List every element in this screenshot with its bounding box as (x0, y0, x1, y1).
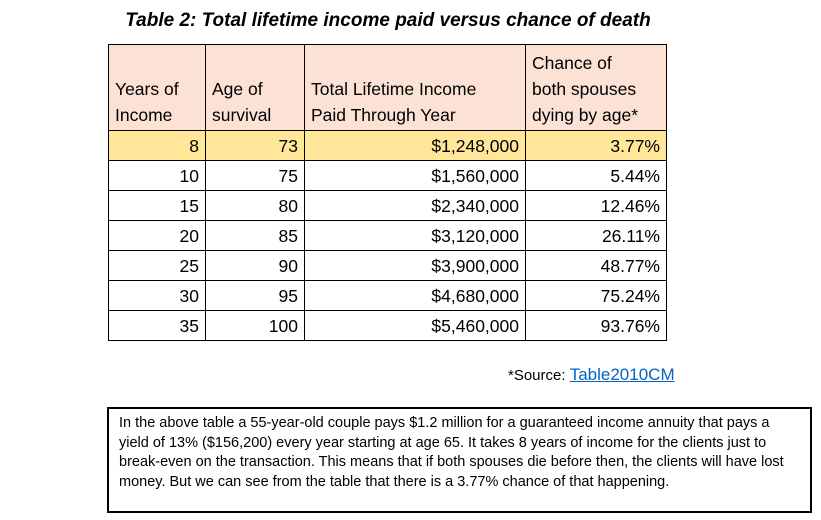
header-line: Chance of (532, 53, 612, 73)
source-prefix: *Source: (508, 367, 570, 384)
cell-total-income: $2,340,000 (305, 191, 526, 221)
table-row-highlighted (109, 131, 667, 161)
cell-chance: 12.46% (526, 191, 667, 221)
header-age-of-survival (206, 45, 305, 131)
header-line: survival (212, 105, 272, 125)
cell-age: 100 (206, 311, 305, 341)
explanation-box: In the above table a 55-year-old couple pays $1.2 million for a guaranteed income annuity that pays a yield of 13% ($156,200) every year starting at age 65. It takes 8 years of income for the clients just to break-even on the transaction. This means that if both spouses die before then, the clients will have lost money. But we can see from the table that there is a 3.77% chance of that happening. (107, 407, 812, 513)
cell-total-income: $3,120,000 (305, 221, 526, 251)
cell-years: 30 (109, 281, 206, 311)
cell-chance: 26.11% (526, 221, 667, 251)
table-row (109, 161, 667, 191)
cell-age: 73 (206, 131, 305, 161)
cell-total-income: $3,900,000 (305, 251, 526, 281)
cell-years: 25 (109, 251, 206, 281)
cell-years: 10 (109, 161, 206, 191)
cell-total-income: $1,560,000 (305, 161, 526, 191)
cell-total-income: $5,460,000 (305, 311, 526, 341)
cell-chance: 3.77% (526, 131, 667, 161)
header-line: Income (115, 105, 173, 125)
cell-age: 85 (206, 221, 305, 251)
source-citation (508, 364, 675, 387)
table-body (109, 131, 667, 341)
header-chance-of-death (526, 45, 667, 131)
header-years-of-income (109, 45, 206, 131)
table-row (109, 221, 667, 251)
header-line: Total Lifetime Income (311, 79, 477, 99)
cell-chance: 93.76% (526, 311, 667, 341)
header-row (109, 45, 667, 131)
header-line: Years of (115, 79, 179, 99)
cell-years: 8 (109, 131, 206, 161)
cell-years: 20 (109, 221, 206, 251)
cell-chance: 5.44% (526, 161, 667, 191)
table-row (109, 311, 667, 341)
source-link[interactable]: Table2010CM (569, 365, 675, 384)
cell-chance: 48.77% (526, 251, 667, 281)
cell-age: 75 (206, 161, 305, 191)
income-table (108, 44, 667, 341)
header-line: Paid Through Year (311, 105, 456, 125)
cell-total-income: $1,248,000 (305, 131, 526, 161)
header-line: Age of (212, 79, 263, 99)
table-title: Table 2: Total lifetime income paid versus chance of death (125, 10, 651, 31)
table-row (109, 191, 667, 221)
cell-years: 15 (109, 191, 206, 221)
header-line: dying by age* (532, 105, 639, 125)
cell-age: 80 (206, 191, 305, 221)
cell-total-income: $4,680,000 (305, 281, 526, 311)
cell-chance: 75.24% (526, 281, 667, 311)
cell-age: 90 (206, 251, 305, 281)
cell-age: 95 (206, 281, 305, 311)
header-total-lifetime-income (305, 45, 526, 131)
table-row (109, 251, 667, 281)
table-row (109, 281, 667, 311)
table-header (109, 45, 667, 131)
cell-years: 35 (109, 311, 206, 341)
header-line: both spouses (532, 79, 637, 99)
